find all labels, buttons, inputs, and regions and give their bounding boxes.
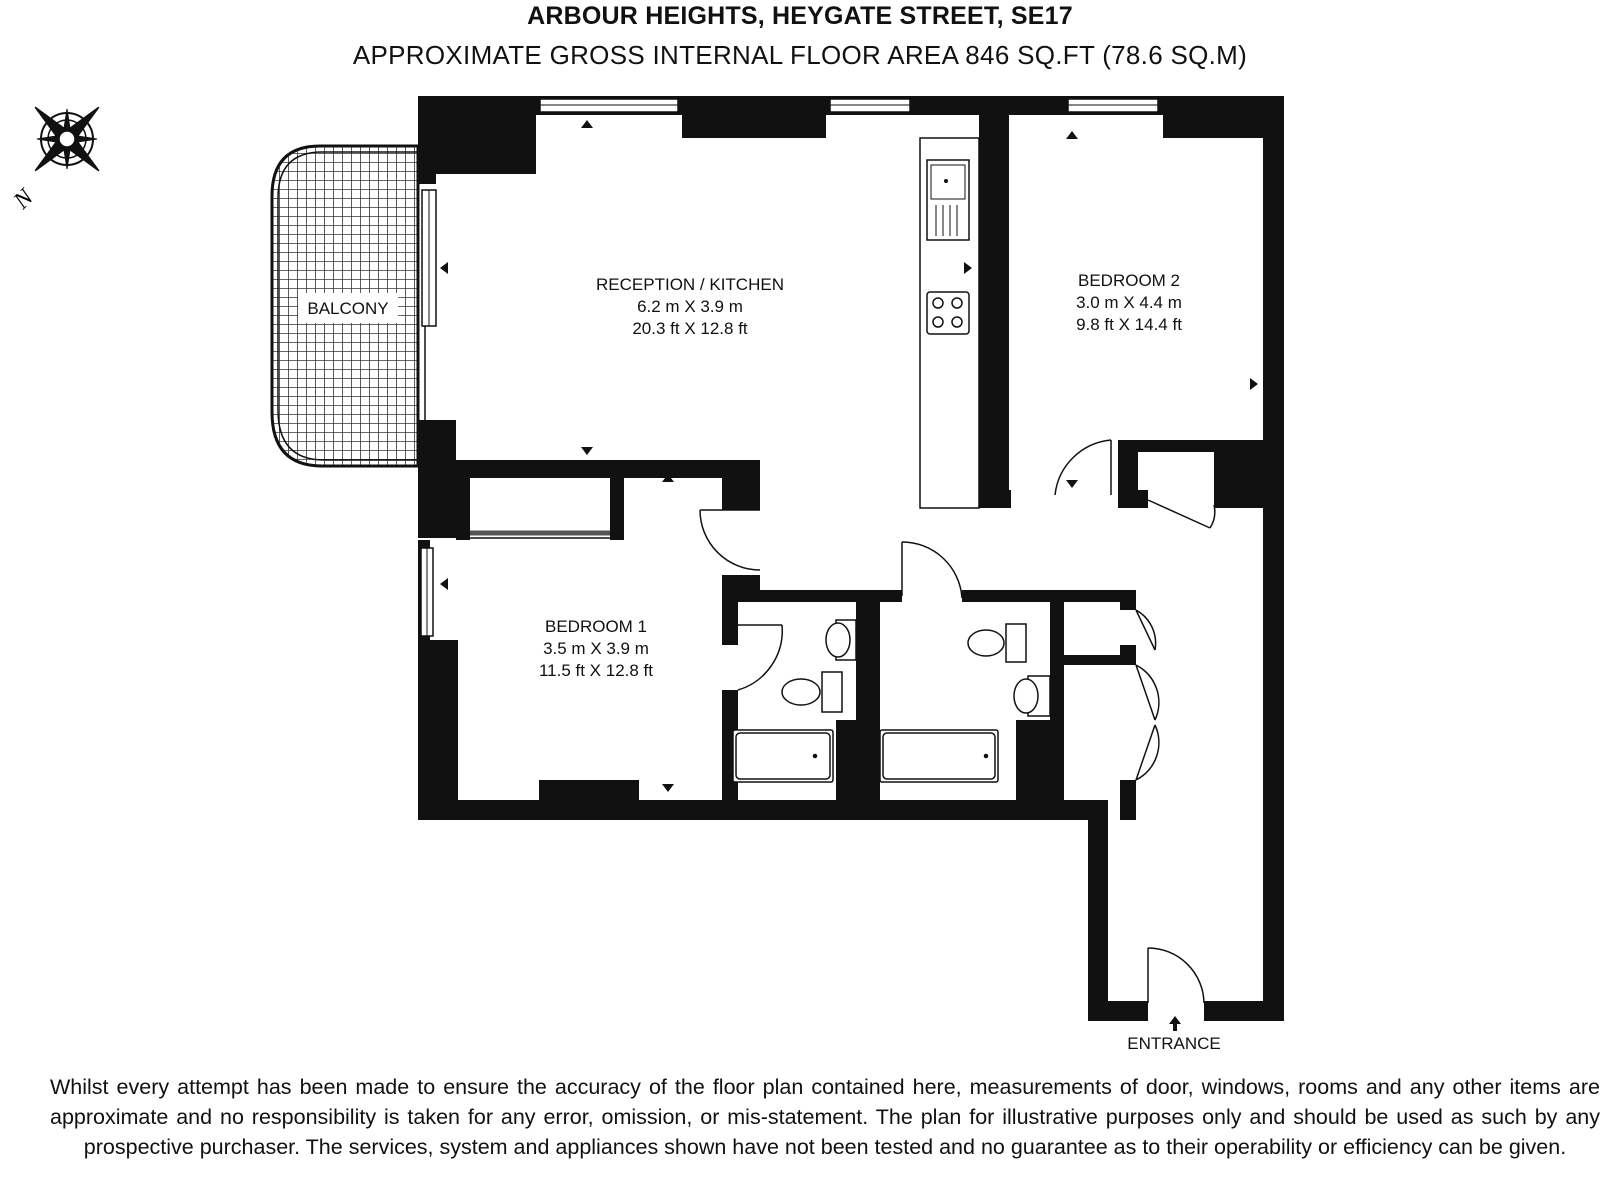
disclaimer-text: Whilst every attempt has been made to ensure the accuracy of the floor plan contained here, measurements of door, windows, rooms and any other items are approximate and no responsibility is taken for any error, omission, or mis-statement. The plan for illustrative purposes only and should be used as such by any prospective purchaser. The services, system and appliances shown have not been tested and no guarantee as to their operability or efficiency can be given. <box>50 1075 1600 1159</box>
plan-subtitle: APPROXIMATE GROSS INTERNAL FLOOR AREA 846 SQ.FT (78.6 SQ.M) <box>352 40 1248 70</box>
bedroom-1-imperial: 11.5 ft X 12.8 ft <box>538 661 654 680</box>
hob-icon <box>927 292 969 334</box>
kitchen-counter <box>920 138 979 508</box>
bedroom-2-label: BEDROOM 2 <box>1077 271 1181 290</box>
entrance-label: ENTRANCE <box>1127 1034 1221 1053</box>
bedroom-2-imperial: 9.8 ft X 14.4 ft <box>1076 315 1182 334</box>
bedroom-1-metric: 3.5 m X 3.9 m <box>543 639 649 658</box>
bedroom-1-label: BEDROOM 1 <box>544 617 648 636</box>
walls <box>418 96 1284 1021</box>
compass-north-label: N <box>8 184 39 215</box>
bedroom-2-metric: 3.0 m X 4.4 m <box>1076 293 1182 312</box>
plan-title: ARBOUR HEIGHTS, HEYGATE STREET, SE17 <box>527 2 1073 30</box>
entrance-arrow-icon <box>1169 1016 1181 1031</box>
windows <box>421 99 1158 636</box>
doors <box>700 440 1215 1003</box>
reception-kitchen-metric: 6.2 m X 3.9 m <box>637 297 743 316</box>
reception-kitchen-label: RECEPTION / KITCHEN <box>596 275 784 294</box>
compass-icon <box>3 75 130 202</box>
reception-kitchen-imperial: 20.3 ft X 12.8 ft <box>632 319 748 338</box>
balcony-label: BALCONY <box>307 299 389 318</box>
